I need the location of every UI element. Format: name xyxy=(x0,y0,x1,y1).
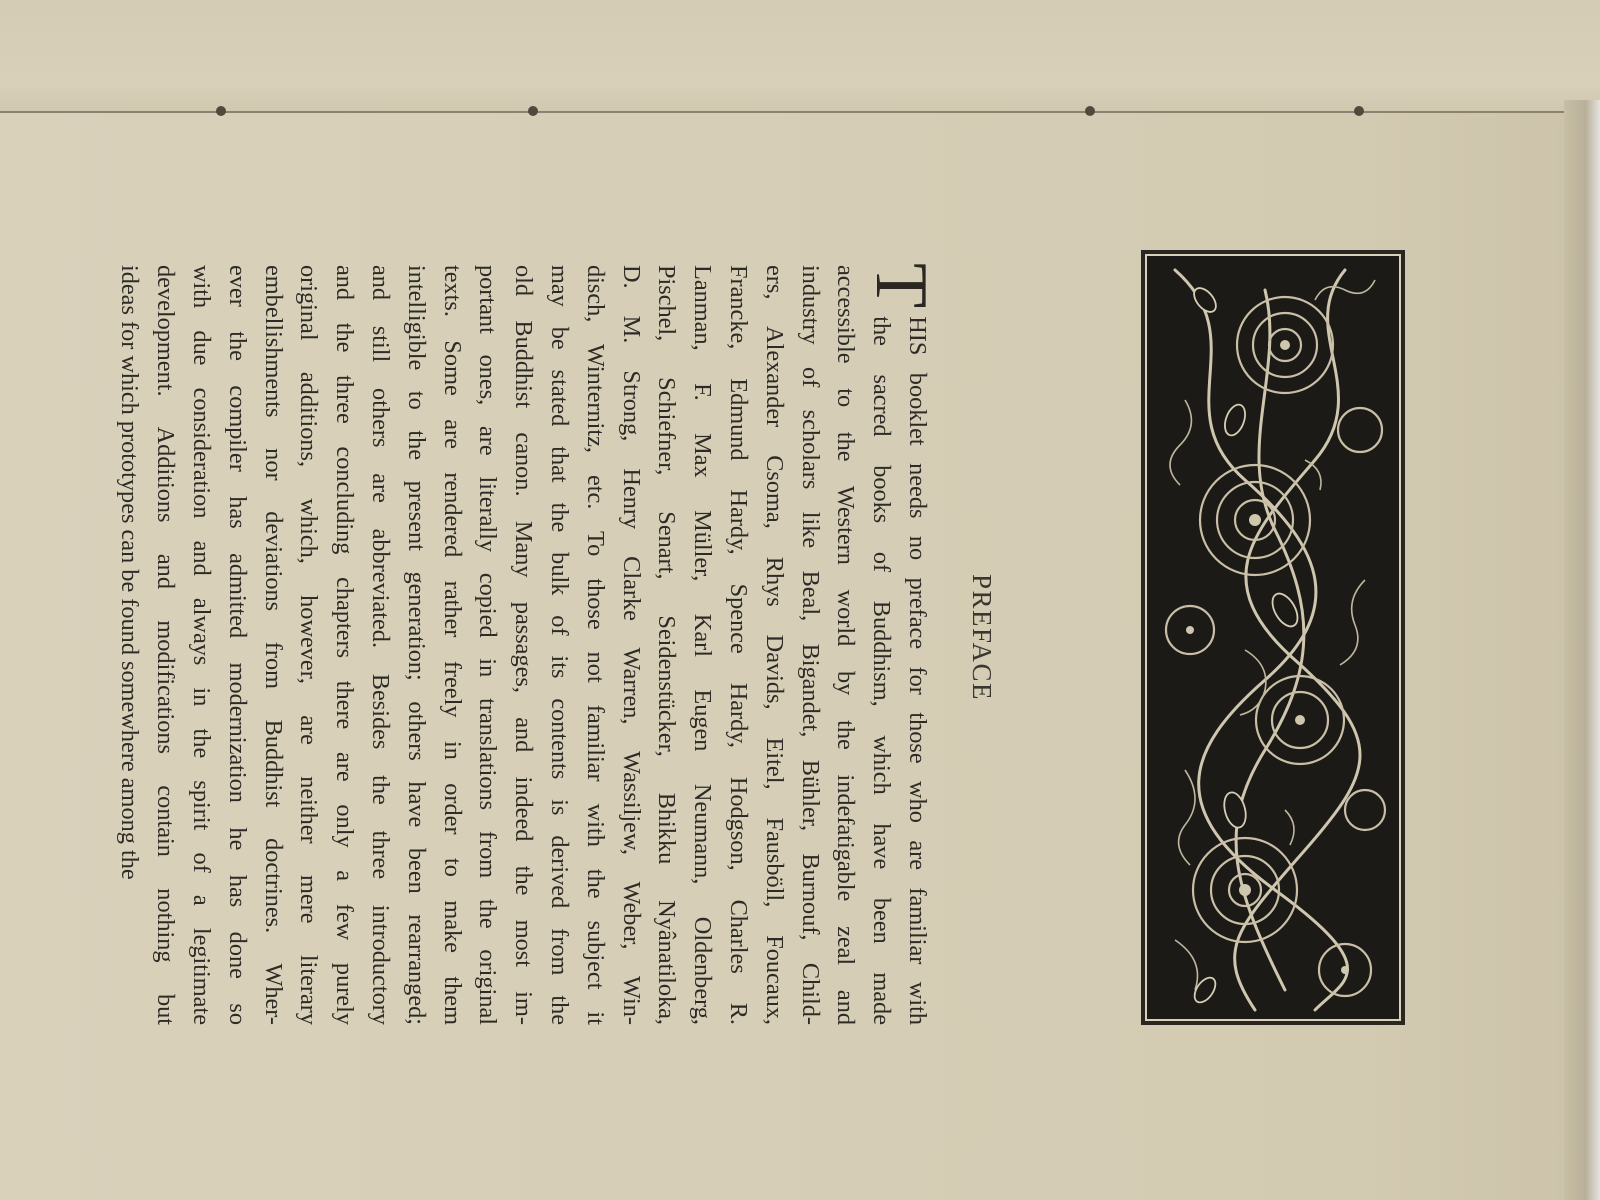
floral-ornament-illustration xyxy=(1141,250,1405,1025)
text-line: ers, Alexander Csoma, Rhys Davids, Eitel, Fausböll, Foucaux, xyxy=(760,265,788,1025)
text-line: ideas for which prototypes can be found somewhere among the xyxy=(116,265,144,880)
rotated-page-content xyxy=(116,250,1405,1150)
text-line: disch, Winternitz, etc. To those not familiar with the subject it xyxy=(581,265,609,1025)
drop-cap-letter: T xyxy=(860,263,942,309)
text-line: Francke, Edmund Hardy, Spence Hardy, Hodgson, Charles R. xyxy=(725,265,753,1025)
preface-body-text xyxy=(112,263,942,1025)
text-line: Pischel, Schiefner, Senart, Seidenstücker, Bhikku Nyânatiloka, xyxy=(653,265,681,1025)
text-line: ever the compiler has admitted modernization he has done so xyxy=(223,265,251,1025)
binding-stitch xyxy=(1354,106,1364,116)
text-line: may be stated that the bulk of its contents is derived from the xyxy=(546,265,574,1025)
text-line: D. M. Strong, Henry Clarke Warren, Wassiljew, Weber, Win- xyxy=(617,265,645,1025)
decorative-headpiece xyxy=(1141,250,1405,1025)
text-line: HIS booklet needs no preface for those who are familiar with xyxy=(904,316,931,1025)
text-line: texts. Some are rendered rather freely in order to make them xyxy=(438,265,466,1025)
text-line: intelligible to the present generation; others have been rearranged; xyxy=(402,265,430,1025)
binding-stitch xyxy=(216,106,226,116)
text-line: industry of scholars like Beal, Bigandet, Bühler, Burnouf, Child- xyxy=(796,265,824,1025)
binding-stitch xyxy=(528,106,538,116)
text-line: portant ones, are literally copied in translations from the original xyxy=(474,265,502,1025)
page-right-edge xyxy=(1564,100,1600,1200)
binding-stitch xyxy=(1085,106,1095,116)
text-line: embellishments nor deviations from Buddhist doctrines. Wher- xyxy=(259,265,287,1025)
text-line: accessible to the Western world by the indefatigable zeal and xyxy=(832,265,860,1025)
text-line: Lanman, F. Max Müller, Karl Eugen Neumann, Oldenberg, xyxy=(689,265,717,1025)
facing-page-edge xyxy=(0,0,1600,112)
text-line: old Buddhist canon. Many passages, and indeed the most im- xyxy=(510,265,538,1025)
text-line: development. Additions and modifications contain nothing but xyxy=(152,265,180,1025)
page-title: PREFACE xyxy=(967,573,997,702)
text-line: the sacred books of Buddhism, which have been made xyxy=(868,316,896,1025)
text-line: with due consideration and always in the spirit of a legitimate xyxy=(188,265,216,1025)
text-line: original additions, which, however, are neither mere literary xyxy=(295,265,323,1025)
text-line: and the three concluding chapters there are only a few purely xyxy=(331,265,359,1025)
text-line: and still others are abbreviated. Besides the three introductory xyxy=(367,265,395,1025)
